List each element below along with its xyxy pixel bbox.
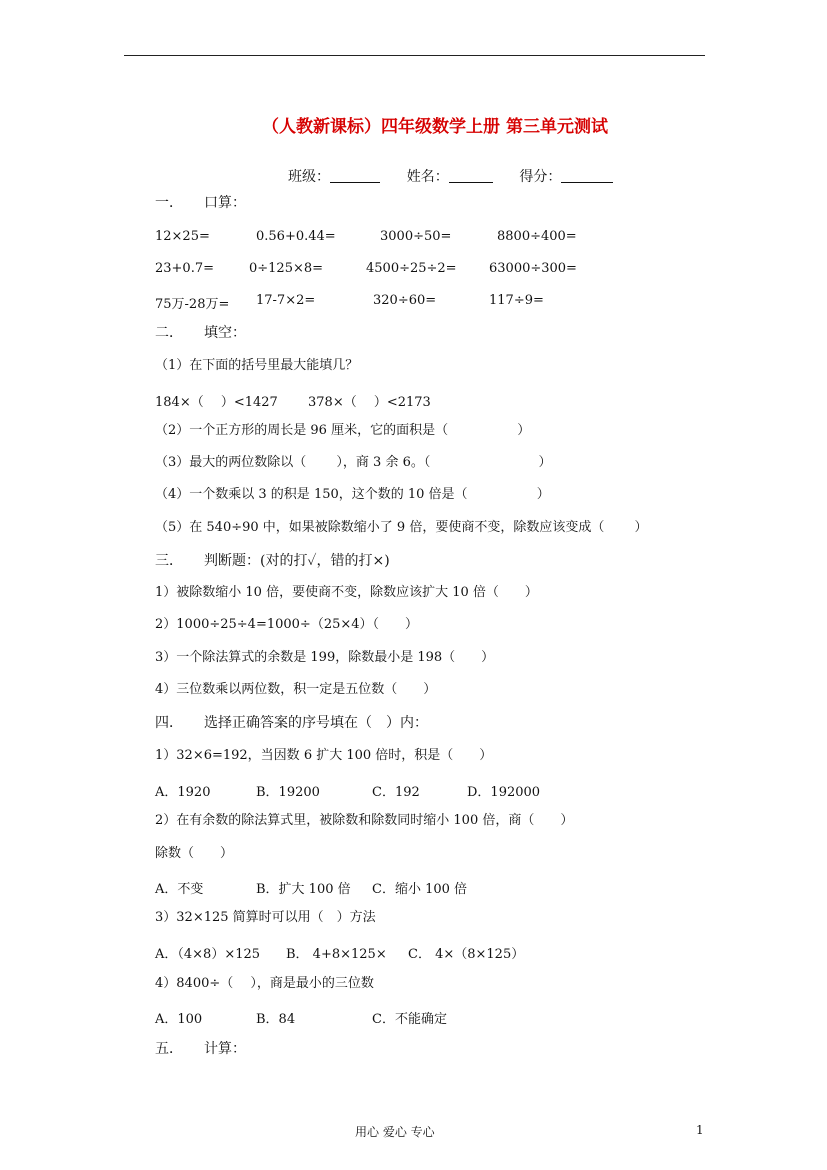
choice-option: B．扩大 100 倍 — [256, 882, 351, 897]
judgement-item: 4）三位数乘以两位数，积一定是五位数（ ） — [155, 682, 437, 697]
section2-heading: 二． 填空： — [155, 325, 246, 341]
choice-option: C．不能确定 — [372, 1012, 447, 1027]
fill-question-5: （5）在 540÷90 中，如果被除数缩小了 9 倍，要使商不变，除数应该变成（ ） — [155, 520, 648, 535]
name-label: 姓名： — [406, 169, 449, 185]
fill-question-2: （2）一个正方形的周长是 96 厘米，它的面积是（ ） — [155, 423, 531, 438]
choice-option: B．84 — [256, 1012, 296, 1027]
mental-math-item: 75万-28万= — [155, 297, 230, 312]
mental-math-item: 63000÷300= — [489, 261, 577, 276]
judgement-item: 2）1000÷25÷4=1000÷（25×4）（ ） — [155, 617, 419, 632]
choice-question-2-cont: 除数（ ） — [155, 846, 234, 861]
choice-option: A．不变 — [155, 882, 204, 897]
mental-math-item: 0÷125×8= — [249, 261, 324, 276]
score-label: 得分： — [519, 169, 562, 185]
section1-heading: 一． 口算： — [155, 195, 246, 211]
choice-option: D．192000 — [467, 785, 541, 800]
mental-math-item: 23+0.7= — [155, 261, 215, 276]
class-label: 班级： — [288, 169, 330, 185]
choice-option: C．缩小 100 倍 — [372, 882, 468, 897]
mental-math-item: 8800÷400= — [497, 229, 577, 244]
choice-option: C． 4×（8×125） — [408, 947, 525, 962]
name-blank — [449, 168, 493, 183]
section3-heading: 三． 判断题：(对的打✓，错的打×) — [155, 553, 390, 569]
judgement-item: 3）一个除法算式的余数是 199，除数最小是 198（ ） — [155, 650, 495, 665]
section5-heading: 五． 计算： — [155, 1041, 246, 1057]
choice-question-4: 4）8400÷（ ），商是最小的三位数 — [155, 976, 374, 991]
choice-question-2: 2）在有余数的除法算式里，被除数和除数同时缩小 100 倍，商（ ） — [155, 813, 574, 828]
section4-heading: 四． 选择正确答案的序号填在（ ）内： — [155, 715, 428, 731]
mental-math-item: 4500÷25÷2= — [366, 261, 457, 276]
fill-question-3: （3）最大的两位数除以（ ），商 3 余 6。（ ） — [155, 455, 552, 470]
header-rule — [124, 55, 705, 56]
mental-math-item: 0.56+0.44= — [256, 229, 336, 244]
choice-option: A．1920 — [155, 785, 211, 800]
mental-math-item: 320÷60= — [373, 293, 437, 308]
mental-math-item: 3000÷50= — [380, 229, 452, 244]
footer-motto: 用心 爱心 专心 — [355, 1125, 435, 1139]
page-number: 1 — [696, 1123, 704, 1137]
choice-option: A．（4×8）×125 — [155, 947, 261, 962]
choice-question-1: 1）32×6=192，当因数 6 扩大 100 倍时，积是（ ） — [155, 748, 493, 763]
judgement-item: 1）被除数缩小 10 倍，要使商不变，除数应该扩大 10 倍（ ） — [155, 585, 538, 600]
class-blank — [330, 168, 380, 183]
fill-question-1b: 378×（ ）<2173 — [308, 395, 431, 410]
mental-math-item: 12×25= — [155, 229, 210, 244]
score-blank — [561, 168, 613, 183]
choice-option: B． 4+8×125× — [286, 947, 387, 962]
choice-option: A．100 — [155, 1012, 203, 1027]
choice-question-3: 3）32×125 简算时可以用（ ）方法 — [155, 910, 376, 925]
fill-question-1: （1）在下面的括号里最大能填几？ — [155, 358, 359, 373]
page-title: （人教新课标）四年级数学上册 第三单元测试 — [262, 117, 608, 137]
mental-math-item: 17-7×2= — [256, 293, 316, 308]
fill-question-4: （4）一个数乘以 3 的积是 150，这个数的 10 倍是（ ） — [155, 487, 550, 502]
choice-option: B．19200 — [256, 785, 320, 800]
fill-question-1a: 184×（ ）<1427 — [155, 395, 278, 410]
mental-math-item: 117÷9= — [489, 293, 544, 308]
choice-option: C．192 — [372, 785, 420, 800]
student-info — [288, 166, 613, 186]
